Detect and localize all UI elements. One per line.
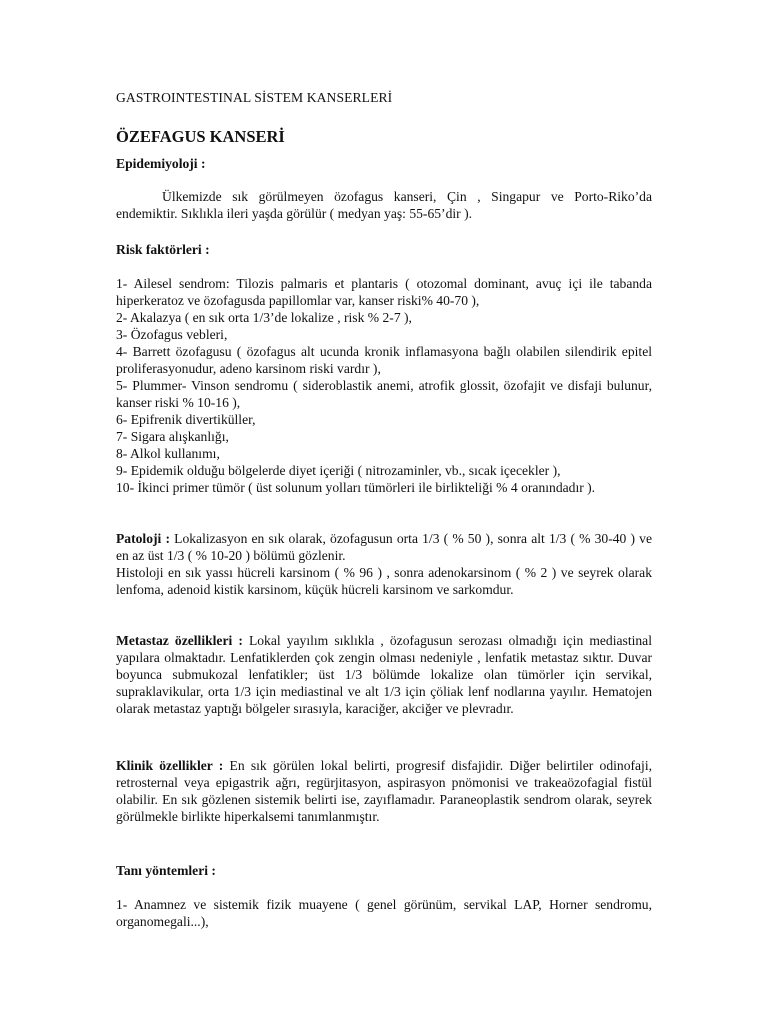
metastasis-text: Lokal yayılım sıklıkla , özofagusun serozası olmadığı için mediastinal yapılara olmaktadır. Lenfatiklerden çok zengin olması nedeniyle , lenfatik metastaz sıktır. Duvar boyunca submukozal lenfatikler; üst 1/3 bölümde lokalize olan tümörler için servikal, supraklavikular, orta 1/3 için mediastinal ve alt 1/3 için çöliak lenf nodlarına yayılır. Hematojen olarak metastaz yaptığı bölgeler sırasıyla, karaciğer, akciğer ve plevradır. xyxy=(116,633,652,716)
risk-factors-section xyxy=(116,241,652,496)
epidemiology-heading: Epidemiyoloji : xyxy=(116,156,206,171)
document-title: GASTROINTESTINAL SİSTEM KANSERLERİ xyxy=(116,90,393,105)
clinical-label: Klinik özellikler : xyxy=(116,758,224,773)
clinical-section xyxy=(116,757,652,825)
risk-factor-item: 6- Epifrenik divertiküller, xyxy=(116,412,256,427)
diagnosis-heading: Tanı yöntemleri : xyxy=(116,863,216,878)
clinical-paragraph xyxy=(116,757,652,825)
risk-factor-item: 10- İkinci primer tümör ( üst solunum yolları tümörleri ile birlikteliği % 4 oranındadır ). xyxy=(116,480,596,495)
epidemiology-section xyxy=(116,155,652,222)
pathology-label: Patoloji : xyxy=(116,531,170,546)
risk-factors-list xyxy=(116,275,652,496)
pathology-section xyxy=(116,530,652,598)
risk-factor-item: 1- Ailesel sendrom: Tilozis palmaris et plantaris ( otozomal dominant, avuç içi ile tabanda hiperkeratoz ve özofagusda papillomlar var, kanser riski% 40-70 ), xyxy=(116,276,652,308)
pathology-paragraph xyxy=(116,530,652,564)
histology-text: Histoloji en sık yassı hücreli karsinom ( % 96 ) , sonra adenokarsinom ( % 2 ) ve seyrek olarak lenfoma, adenoid kistik karsinom, küçük hücreli karsinom ve sarkomdur. xyxy=(116,565,652,597)
risk-factor-item: 3- Özofagus vebleri, xyxy=(116,327,228,342)
risk-factor-item: 9- Epidemik olduğu bölgelerde diyet içeriği ( nitrozaminler, vb., sıcak içecekler ), xyxy=(116,463,561,478)
risk-factor-item: 8- Alkol kullanımı, xyxy=(116,446,220,461)
diagnosis-item: 1- Anamnez ve sistemik fizik muayene ( genel görünüm, servikal LAP, Horner sendromu, organomegali...), xyxy=(116,897,652,929)
clinical-text: En sık görülen lokal belirti, progresif disfajidir. Diğer belirtiler odinofaji, retrosternal veya epigastrik ağrı, regürjitasyon, aspirasyon pnömonisi ve trakeaözofagial fistül olabilir. En sık gözlenen sistemik belirti ise, zayıflamadır. Paraneoplastik sendrom olarak, seyrek görülmekle birlikte hiperkalsemi tanımlanmıştır. xyxy=(116,758,652,824)
risk-factors-heading: Risk faktörleri : xyxy=(116,242,210,257)
pathology-text: Lokalizasyon en sık olarak, özofagusun orta 1/3 ( % 50 ), sonra alt 1/3 ( % 30-40 ) ve en az üst 1/3 ( % 10-20 ) bölümü gözlenir. xyxy=(116,531,652,563)
metastasis-label: Metastaz özellikleri : xyxy=(116,633,243,648)
risk-factor-item: 7- Sigara alışkanlığı, xyxy=(116,429,229,444)
risk-factor-item: 5- Plummer- Vinson sendromu ( sideroblastik anemi, atrofik glossit, özofajit ve disfaji bulunur, kanser riski % 10-16 ), xyxy=(116,378,652,410)
section-title: ÖZEFAGUS KANSERİ xyxy=(116,127,285,146)
metastasis-paragraph xyxy=(116,632,652,717)
risk-factor-item: 4- Barrett özofagusu ( özofagus alt ucunda kronik inflamasyona bağlı olabilen silendirik epitel proliferasyonudur, adeno karsinom riski vardır ), xyxy=(116,344,652,376)
diagnosis-section xyxy=(116,862,652,930)
risk-factor-item: 2- Akalazya ( en sık orta 1/3’de lokalize , risk % 2-7 ), xyxy=(116,310,412,325)
epidemiology-text: Ülkemizde sık görülmeyen özofagus kanseri, Çin , Singapur ve Porto-Riko’da endemiktir. Sıklıkla ileri yaşda görülür ( medyan yaş: 55-65’dir ). xyxy=(116,189,652,221)
metastasis-section xyxy=(116,632,652,717)
